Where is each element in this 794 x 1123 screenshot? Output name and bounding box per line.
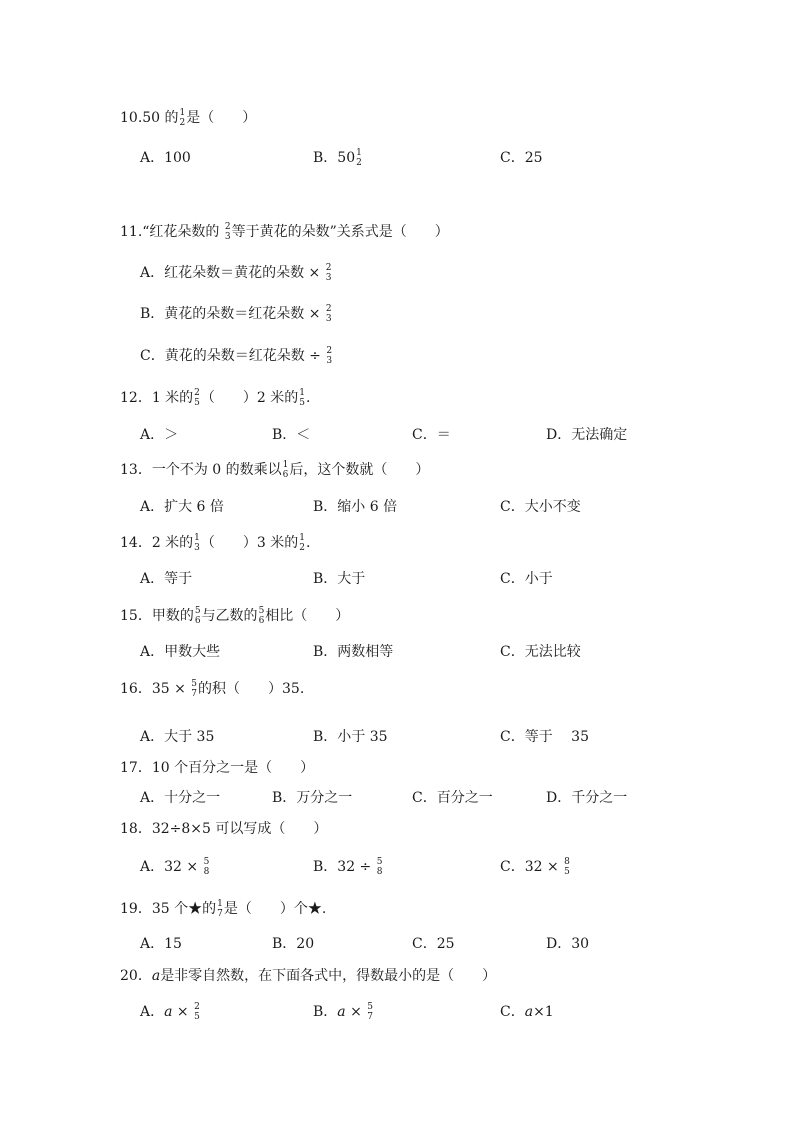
- fraction: [377, 857, 383, 877]
- question-10: 10.50 的 1 2 是（ ）: [120, 108, 257, 128]
- option-d[interactable]: D．千分之一: [546, 790, 628, 806]
- option-a[interactable]: A．a × 2 5: [140, 1002, 200, 1022]
- fraction-denominator: 5: [564, 867, 570, 877]
- option-b[interactable]: B．20: [272, 936, 315, 952]
- fraction: [299, 533, 305, 553]
- fraction-numerator: 2: [194, 388, 200, 398]
- fraction-numerator: 8: [564, 857, 570, 867]
- option-c[interactable]: C．32 × 8 5: [500, 857, 570, 877]
- option-a[interactable]: A．＞: [140, 427, 179, 443]
- question-11: 11.“红花朵数的 2 3 等于黄花的朵数”关系式是（ ）: [120, 222, 449, 242]
- fraction-numerator: 2: [325, 304, 332, 314]
- fraction: [283, 460, 289, 480]
- option-a[interactable]: A．扩大 6 倍: [140, 499, 224, 515]
- fraction-denominator: 6: [258, 616, 265, 626]
- option-c[interactable]: C．大小不变: [500, 499, 581, 515]
- fraction-numerator: 2: [224, 222, 231, 232]
- fraction-numerator: 1: [299, 388, 305, 398]
- option-b[interactable]: B．32 ÷ 5 8: [313, 857, 383, 877]
- option-c[interactable]: C．百分之一: [412, 790, 493, 806]
- question-20: 20．a是非零自然数，在下面各式中，得数最小的是（ ）: [120, 968, 497, 984]
- fraction: [194, 388, 200, 408]
- fraction: [204, 857, 210, 877]
- fraction-numerator: 1: [356, 148, 362, 158]
- question-17: 17．10 个百分之一是（ ）: [120, 760, 315, 776]
- fraction-numerator: 5: [258, 606, 265, 616]
- fraction: [326, 263, 332, 283]
- fraction-numerator: 2: [194, 1002, 200, 1012]
- question-12: 12．1 米的 2 5 （ ）2 米的 1 5 .: [120, 388, 311, 408]
- option-b[interactable]: B．万分之一: [272, 790, 353, 806]
- option-c[interactable]: C．等于 35: [500, 729, 589, 745]
- fraction-numerator: 5: [367, 1002, 374, 1012]
- option-a[interactable]: A．红花朵数＝黄花的朵数 × 2 3: [140, 263, 332, 283]
- fraction-numerator: 5: [194, 606, 201, 616]
- fraction: [326, 304, 332, 324]
- option-b[interactable]: B．＜: [272, 427, 311, 443]
- option-b[interactable]: B．50 1 2: [313, 148, 362, 168]
- fraction-denominator: 2: [356, 158, 362, 168]
- fraction-numerator: 1: [179, 108, 186, 118]
- fraction: [195, 606, 201, 626]
- fraction-denominator: 3: [194, 543, 200, 553]
- option-b[interactable]: B．a × 5 7: [313, 1002, 374, 1022]
- fraction: [259, 606, 265, 626]
- fraction-denominator: 7: [217, 909, 223, 919]
- option-c[interactable]: C．小于: [500, 571, 553, 587]
- fraction-denominator: 7: [191, 689, 197, 699]
- fraction-denominator: 8: [203, 867, 210, 877]
- fraction-denominator: 5: [299, 398, 305, 408]
- fraction-denominator: 5: [194, 1012, 200, 1022]
- option-a[interactable]: A．大于 35: [140, 729, 215, 745]
- question-13: 13．一个不为 0 的数乘以 1 6 后，这个数就（ ）: [120, 460, 430, 480]
- fraction: [180, 108, 186, 128]
- option-a[interactable]: A．100: [140, 150, 191, 166]
- fraction-denominator: 2: [299, 543, 305, 553]
- fraction-numerator: 5: [191, 679, 197, 689]
- option-b[interactable]: B．大于: [313, 571, 366, 587]
- fraction: [356, 148, 362, 168]
- question-15: 15．甲数的 5 6 与乙数的 5 6 相比（ ）: [120, 606, 350, 626]
- fraction: [217, 899, 223, 919]
- fraction-numerator: 2: [326, 346, 333, 356]
- option-c[interactable]: C．无法比较: [500, 644, 581, 660]
- fraction-denominator: 3: [325, 273, 332, 283]
- fraction: [191, 679, 197, 699]
- question-14: 14．2 米的 1 3 （ ）3 米的 1 2 .: [120, 533, 311, 553]
- fraction-numerator: 1: [217, 899, 223, 909]
- fraction-denominator: 6: [282, 470, 289, 480]
- option-a[interactable]: A．15: [140, 936, 182, 952]
- option-d[interactable]: D．30: [546, 936, 590, 952]
- option-d[interactable]: D．无法确定: [546, 427, 628, 443]
- option-b[interactable]: B．两数相等: [313, 644, 394, 660]
- option-b[interactable]: B．黄花的朵数＝红花朵数 × 2 3: [140, 304, 332, 324]
- fraction-numerator: 1: [299, 533, 305, 543]
- option-c[interactable]: C．25: [412, 936, 455, 952]
- option-b[interactable]: B．小于 35: [313, 729, 388, 745]
- option-a[interactable]: A．十分之一: [140, 790, 221, 806]
- fraction: [225, 222, 231, 242]
- question-19: 19．35 个★的 1 7 是（ ）个★.: [120, 899, 327, 919]
- fraction-denominator: 8: [376, 867, 383, 877]
- fraction: [194, 1002, 200, 1022]
- fraction-denominator: 2: [179, 118, 186, 128]
- option-a[interactable]: A．等于: [140, 571, 193, 587]
- option-a[interactable]: A．甲数大些: [140, 644, 221, 660]
- fraction-denominator: 5: [194, 398, 200, 408]
- fraction: [367, 1002, 373, 1022]
- question-16: 16．35 × 5 7 的积（ ）35.: [120, 679, 305, 699]
- fraction-denominator: 7: [367, 1012, 374, 1022]
- fraction-denominator: 3: [325, 314, 332, 324]
- fraction-numerator: 5: [203, 857, 210, 867]
- option-c[interactable]: C．＝: [412, 427, 451, 443]
- fraction: [326, 346, 332, 366]
- question-18: 18．32÷8×5 可以写成（ ）: [120, 821, 328, 837]
- fraction-numerator: 1: [282, 460, 289, 470]
- fraction-denominator: 6: [194, 616, 201, 626]
- fraction: [564, 857, 570, 877]
- option-c[interactable]: C．黄花的朵数＝红花朵数 ÷ 2 3: [140, 346, 333, 366]
- fraction-numerator: 2: [325, 263, 332, 273]
- fraction-denominator: 3: [326, 356, 333, 366]
- fraction-denominator: 3: [224, 232, 231, 242]
- fraction: [194, 533, 200, 553]
- fraction-numerator: 5: [376, 857, 383, 867]
- option-c[interactable]: C．25: [500, 150, 543, 166]
- option-c[interactable]: C．a×1: [500, 1004, 554, 1020]
- fraction: [299, 388, 305, 408]
- option-b[interactable]: B．缩小 6 倍: [313, 499, 398, 515]
- fraction-numerator: 1: [194, 533, 200, 543]
- option-a[interactable]: A．32 × 5 8: [140, 857, 210, 877]
